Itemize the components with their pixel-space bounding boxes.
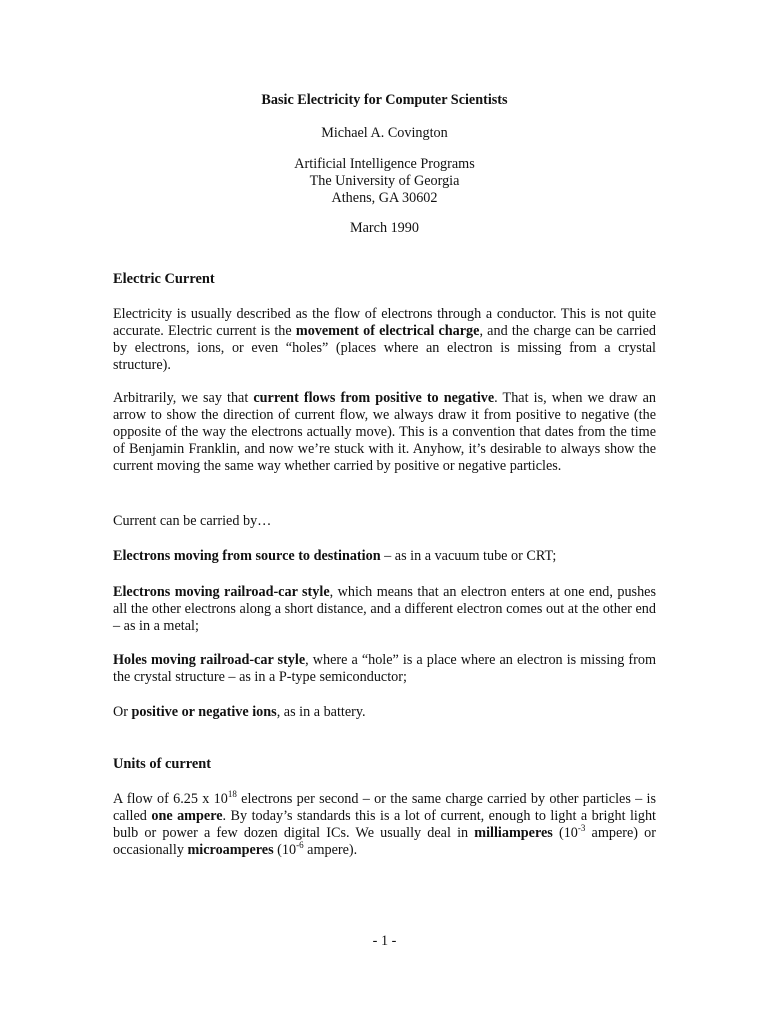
paragraph-text: , where a “hole” is a place where an electron is missing from the crystal structure – as in a P-type semiconductor; <box>113 652 657 685</box>
paragraph-text: . That is, when we draw an arrow to show the direction of current flow, we always draw it from positive to negative (the opposite of the way the electrons actually move). This is a convention that dates from the time of Benjamin Franklin, and now we’re stuck with it. Anyhow, it’s desirable to always show the current moving the same way whether carried by positive or negative particles. <box>113 390 656 474</box>
paragraph: Current can be carried by… <box>113 513 272 529</box>
paragraph-text: Electricity is usually described as the flow of electrons through a conductor. This is not quite accurate. Electric current is the <box>113 306 656 339</box>
affiliation-block <box>113 156 656 207</box>
paragraph-text: (10 <box>273 842 297 858</box>
section-heading-electric-current: Electric Current <box>113 271 215 287</box>
paragraph-text: – as in a vacuum tube or CRT; <box>380 548 557 564</box>
emphasis-text: current flows from positive to negative <box>253 390 495 406</box>
page-number: - 1 - <box>372 933 397 949</box>
list-item-paragraph <box>113 584 656 635</box>
paragraph-text: . By today’s standards this is a lot of current, enough to light a bright light bulb or power a few dozen digital ICs. We usually deal in <box>113 808 656 841</box>
document-title: Basic Electricity for Computer Scientists <box>261 92 508 108</box>
paragraph-text: Arbitrarily, we say that <box>113 390 254 406</box>
paragraph-text: , which means that an electron enters at one end, pushes all the other electrons along a short distance, and a different electron comes out at the other end – as in a metal; <box>113 584 656 634</box>
paragraph-text: Or <box>113 704 132 720</box>
list-item-paragraph <box>113 652 656 686</box>
superscript: -6 <box>296 840 304 850</box>
emphasis-text: Electrons moving railroad-car style <box>113 584 330 600</box>
affiliation-line: The University of Georgia <box>309 173 460 189</box>
affiliation-line: Athens, GA 30602 <box>331 190 438 206</box>
emphasis-text: movement of electrical charge <box>295 323 480 339</box>
paragraph-text: electrons per second – or the same charge carried by other particles – is called <box>113 791 656 824</box>
paragraph <box>113 306 656 374</box>
list-item-paragraph <box>113 548 656 565</box>
superscript: -3 <box>577 823 586 833</box>
author-name: Michael A. Covington <box>321 125 448 141</box>
paragraph-text: (10 <box>552 825 578 841</box>
emphasis-text: one ampere <box>151 808 223 824</box>
list-item-paragraph <box>113 704 656 721</box>
emphasis-text: microamperes <box>187 842 274 858</box>
emphasis-text: Electrons moving from source to destination <box>113 548 381 564</box>
paragraph-text: ampere). <box>303 842 358 858</box>
document-page <box>113 0 656 1024</box>
document-date: March 1990 <box>350 220 419 236</box>
emphasis-text: positive or negative ions <box>131 704 277 720</box>
section-heading-units-of-current: Units of current <box>113 756 212 772</box>
paragraph <box>113 791 656 859</box>
paragraph-text: , and the charge can be carried by electrons, ions, or even “holes” (places where an electron is missing from a crystal structure). <box>113 323 657 373</box>
emphasis-text: milliamperes <box>474 825 553 841</box>
affiliation-line: Artificial Intelligence Programs <box>294 156 475 172</box>
paragraph <box>113 390 656 475</box>
paragraph-text: ampere) or occasionally <box>113 825 656 858</box>
paragraph-text: A flow of 6.25 x 10 <box>113 791 228 807</box>
emphasis-text: Holes moving railroad-car style <box>113 652 306 668</box>
superscript: 18 <box>227 789 237 799</box>
paragraph-text: , as in a battery. <box>276 704 366 720</box>
